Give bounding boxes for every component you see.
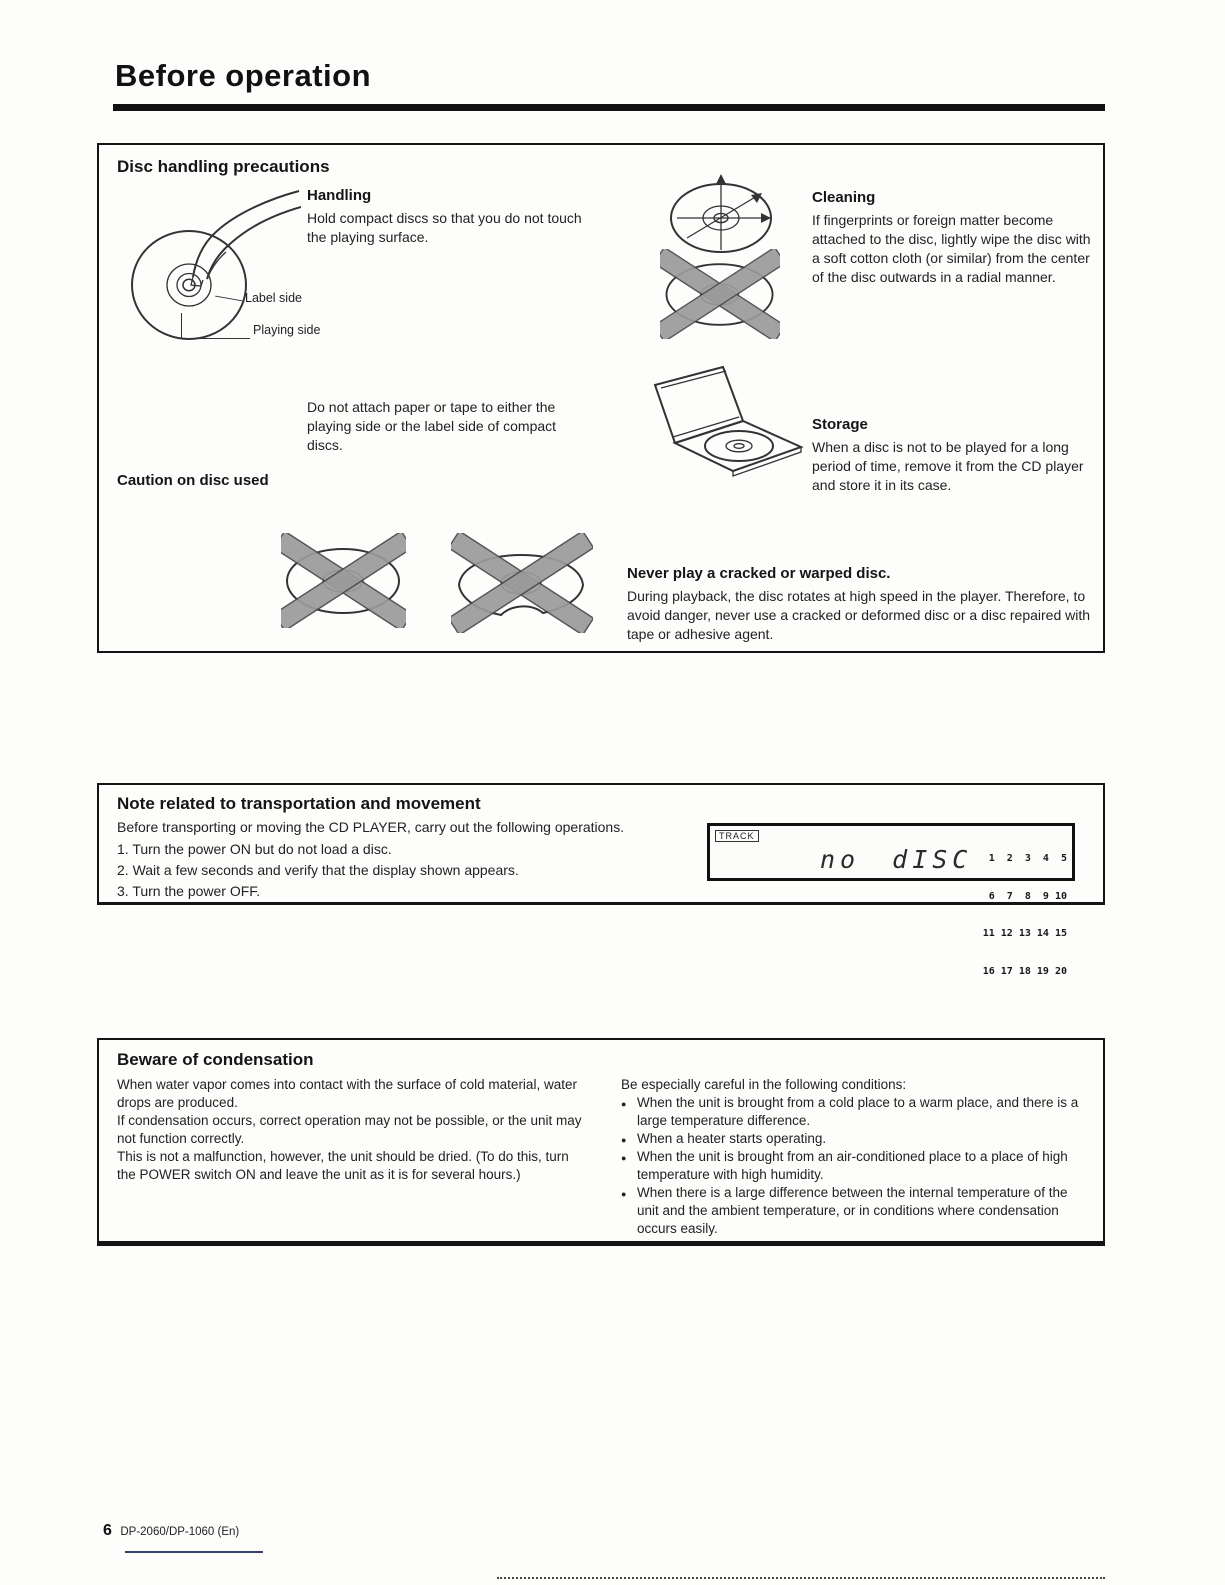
storage-heading: Storage bbox=[812, 416, 868, 433]
track-number-row: 16 17 18 19 20 bbox=[982, 965, 1067, 977]
disc-handling-title: Disc handling precautions bbox=[117, 157, 330, 176]
condensation-paragraph: This is not a malfunction, however, the unit should be dried. (To do this, turn the POWER switch ON and leave the unit as it is for several hours.) bbox=[117, 1149, 569, 1182]
caution-on-disc-heading: Caution on disc used bbox=[117, 472, 269, 489]
disc-case-illustration bbox=[647, 355, 807, 480]
playing-side-caption: Playing side bbox=[253, 323, 321, 337]
track-number-row: 11 12 13 14 15 bbox=[982, 928, 1067, 939]
condensation-section bbox=[97, 1038, 1105, 1246]
cd-display-panel bbox=[707, 823, 1075, 977]
model-number-text: DP-2060/DP-1060 (En) bbox=[120, 1526, 240, 1538]
transport-step: 3. Turn the power OFF. bbox=[117, 883, 261, 899]
condition-item: ● When the unit is brought from a cold place to a warm place, and there is a large temperature difference. bbox=[621, 1094, 1091, 1130]
condensation-conditions-list bbox=[621, 1094, 1091, 1238]
condensation-paragraph: If condensation occurs, correct operation may not be possible, or the unit may not function correctly. bbox=[117, 1113, 582, 1146]
condensation-right-column bbox=[621, 1076, 1091, 1238]
track-number-row: 6 7 8 9 10 bbox=[982, 890, 1067, 902]
track-indicator-label: TRACK bbox=[715, 830, 759, 842]
track-number-grid bbox=[983, 828, 1067, 1003]
handling-text: Hold compact discs so that you do not touch the playing surface. bbox=[307, 210, 582, 245]
disc-handling-section bbox=[97, 143, 1105, 653]
footer-underline bbox=[125, 1551, 263, 1553]
storage-text: When a disc is not to be played for a long period of time, remove it from the CD player and store it in its case. bbox=[812, 439, 1084, 493]
handling-heading: Handling bbox=[307, 187, 372, 204]
no-disc-readout: no dISC bbox=[820, 845, 973, 874]
transport-note-intro: Before transporting or moving the CD PLAYER, carry out the following operations. bbox=[117, 819, 625, 835]
disc-radial-wipe-icon bbox=[669, 172, 774, 254]
title-rule bbox=[113, 104, 1105, 111]
transport-steps bbox=[117, 839, 519, 902]
transport-note-section bbox=[97, 783, 1105, 977]
playing-side-leader-line bbox=[181, 313, 250, 339]
track-number-row: 1 2 3 4 5 bbox=[982, 853, 1067, 864]
condensation-paragraph: When water vapor comes into contact with the surface of cold material, water drops are produced. bbox=[117, 1077, 577, 1110]
page-title: Before operation bbox=[115, 58, 372, 93]
label-side-caption: Label side bbox=[245, 291, 302, 305]
condition-item: ● When there is a large difference between the internal temperature of the unit and the ambient temperature, or in conditions where condensation occurs easily. bbox=[621, 1184, 1091, 1238]
cleaning-text: If fingerprints or foreign matter become attached to the disc, lightly wipe the disc with a soft cotton cloth (or similar) from the center of the disc outwards in a radial manner. bbox=[812, 212, 1091, 285]
condensation-title: Beware of condensation bbox=[117, 1050, 314, 1069]
condensation-left-column bbox=[117, 1076, 587, 1184]
transport-step: 1. Turn the power ON but do not load a disc. bbox=[117, 841, 392, 857]
page-footer bbox=[103, 1522, 239, 1540]
condensation-conditions-intro: Be especially careful in the following conditions: bbox=[621, 1077, 907, 1092]
warped-crossed-disc-icon bbox=[451, 533, 593, 633]
crossed-disc-icon bbox=[281, 533, 406, 631]
transport-step: 2. Wait a few seconds and verify that the display shown appears. bbox=[117, 862, 519, 878]
page-number: 6 bbox=[103, 1522, 112, 1539]
page-bottom-rule bbox=[497, 1577, 1105, 1579]
condition-item: ● When the unit is brought from an air-conditioned place to a place of high temperature with high humidity. bbox=[621, 1148, 1091, 1184]
crossed-disc-icon bbox=[660, 249, 780, 339]
cleaning-heading: Cleaning bbox=[812, 189, 876, 206]
never-play-heading: Never play a cracked or warped disc. bbox=[627, 565, 891, 582]
transport-note-title: Note related to transportation and movement bbox=[117, 794, 481, 813]
never-play-text: During playback, the disc rotates at high speed in the player. Therefore, to avoid danger, never use a cracked or deformed disc or a disc repaired with tape or adhesive agent. bbox=[627, 588, 1091, 642]
no-paper-text: Do not attach paper or tape to either the playing side or the label side of compact discs. bbox=[307, 399, 557, 453]
condition-item: ● When a heater starts operating. bbox=[621, 1130, 1091, 1148]
